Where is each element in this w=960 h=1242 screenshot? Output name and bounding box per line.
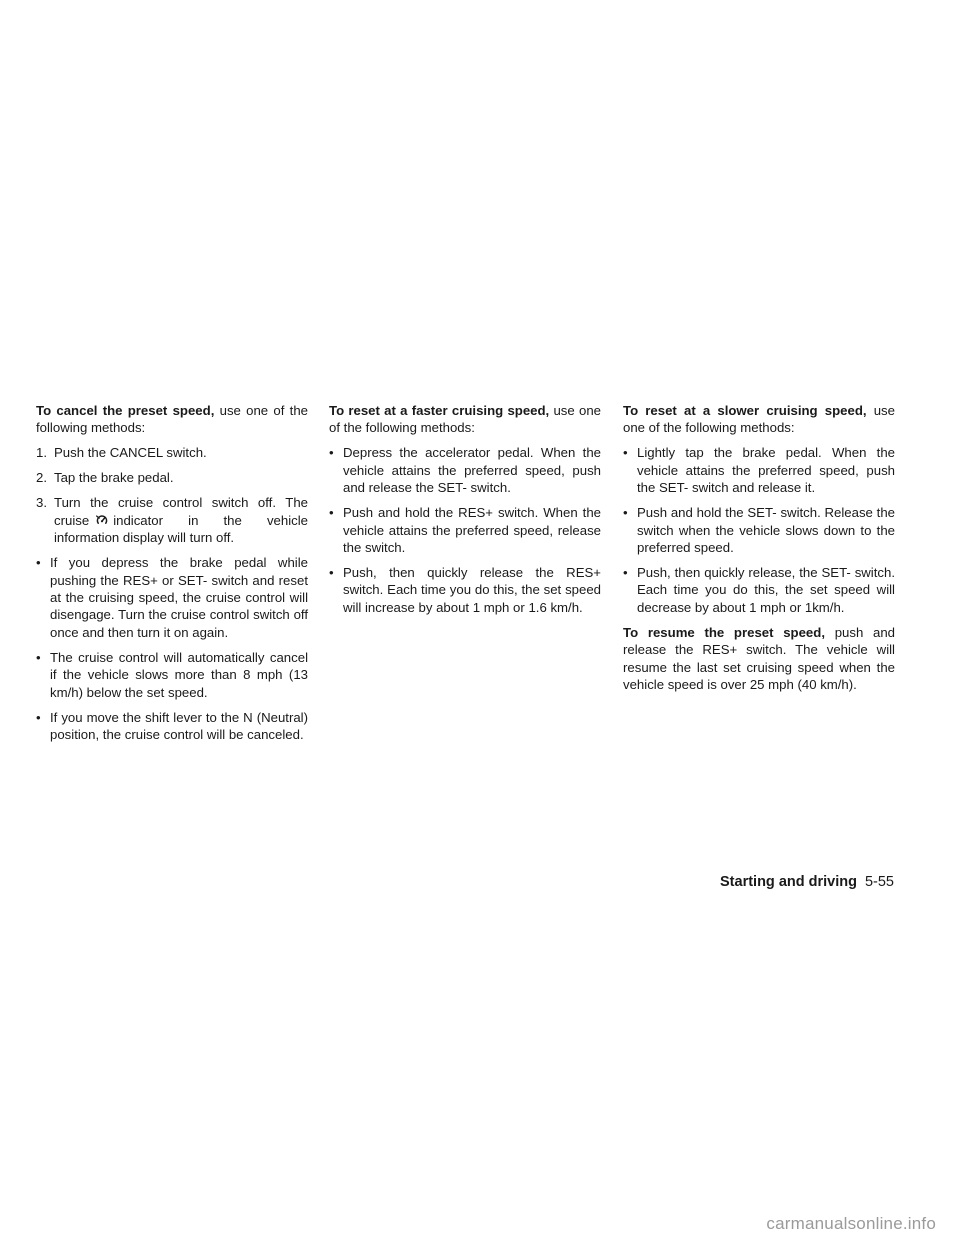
list-item-text: Push and hold the RES+ switch. When the vehicle attains the preferred speed, release the switch. (343, 505, 601, 556)
text-column-2 (329, 402, 601, 624)
bullet-marker: • (623, 505, 628, 521)
bullet-marker: • (36, 555, 41, 571)
paragraph-lead: To resume the preset speed, (623, 624, 825, 640)
cancel-preset-speed-intro (36, 402, 308, 437)
list-item (329, 504, 601, 556)
bullet-marker: • (623, 565, 628, 581)
list-item-text: Tap the brake pedal. (54, 470, 174, 486)
list-item-text: Push and hold the SET- switch. Release the switch when the vehicle slows down to the preferred speed. (637, 505, 895, 556)
bullet-marker: • (329, 505, 334, 521)
paragraph-lead: To reset at a faster cruising speed, (329, 403, 550, 418)
list-item (36, 709, 308, 744)
list-item-text: Push, then quickly release, the SET- switch. Each time you do this, the set speed will decrease by about 1 mph or 1km/h. (637, 565, 895, 615)
paragraph-text: use one of the following methods: (329, 403, 601, 436)
bullet-marker: • (329, 565, 334, 581)
list-item-text: If you move the shift lever to the N (Neutral) position, the cruise control will be canceled. (50, 709, 308, 743)
paragraph-lead: To reset at a slower cruising speed, (623, 403, 867, 418)
bullet-marker: • (623, 445, 628, 461)
bullet-marker: • (36, 709, 41, 725)
list-marker: 1. (36, 445, 47, 461)
list-item (329, 444, 601, 496)
list-item-text: Push, then quickly release the RES+ switch. Each time you do this, the set speed will increase by about 1 mph or 1.6 km/h. (343, 565, 601, 615)
list-item-text: Depress the accelerator pedal. When the vehicle attains the preferred speed, push and release the SET- switch. (343, 445, 601, 496)
list-item-text: The cruise control will automatically cancel if the vehicle slows more than 8 mph (13 km/h) below the set speed. (50, 649, 308, 700)
list-item (623, 444, 895, 496)
section-title: Starting and driving (720, 874, 857, 890)
list-item-text: If you depress the brake pedal while pushing the RES+ or SET- switch and reset at the cruising speed, the cruise control will disengage. Turn the cruise control switch off once and then turn it on again. (50, 555, 308, 640)
list-marker: 3. (36, 495, 47, 511)
list-item (36, 469, 308, 486)
list-item (36, 649, 308, 701)
list-item (623, 504, 895, 556)
list-item (623, 564, 895, 616)
watermark: carmanualsonline.info (766, 1214, 936, 1233)
paragraph-text: use one of the following methods: (36, 403, 308, 436)
page-number: 5-55 (864, 874, 894, 890)
list-item (36, 494, 308, 546)
list-item (329, 564, 601, 616)
bullet-marker: • (329, 445, 334, 461)
paragraph-lead: To cancel the preset speed, (36, 403, 215, 418)
list-item-text: Turn the cruise control switch off. The cruise (54, 495, 308, 528)
list-marker: 2. (36, 470, 47, 486)
paragraph-text: push and release the RES+ switch. The vehicle will resume the last set cruising speed when the vehicle speed is over 25 mph (40 km/h). (623, 624, 896, 693)
page-footer (720, 874, 894, 890)
list-item (36, 554, 308, 641)
paragraph-text: use one of the following methods: (623, 403, 895, 436)
cruise-control-indicator-icon (95, 514, 109, 526)
list-item (36, 444, 308, 461)
bullet-marker: • (36, 649, 41, 665)
list-item-text: indicator in the vehicle information display will turn off. (54, 512, 308, 546)
faster-speed-intro (329, 402, 601, 437)
text-column-3 (623, 402, 895, 701)
list-item-text: Push the CANCEL switch. (54, 445, 207, 461)
list-item-text: Lightly tap the brake pedal. When the vehicle attains the preferred speed, push the SET- switch and release it. (637, 445, 895, 496)
resume-preset-speed-paragraph (623, 624, 895, 694)
text-column-1 (36, 402, 308, 751)
slower-speed-intro (623, 402, 895, 437)
